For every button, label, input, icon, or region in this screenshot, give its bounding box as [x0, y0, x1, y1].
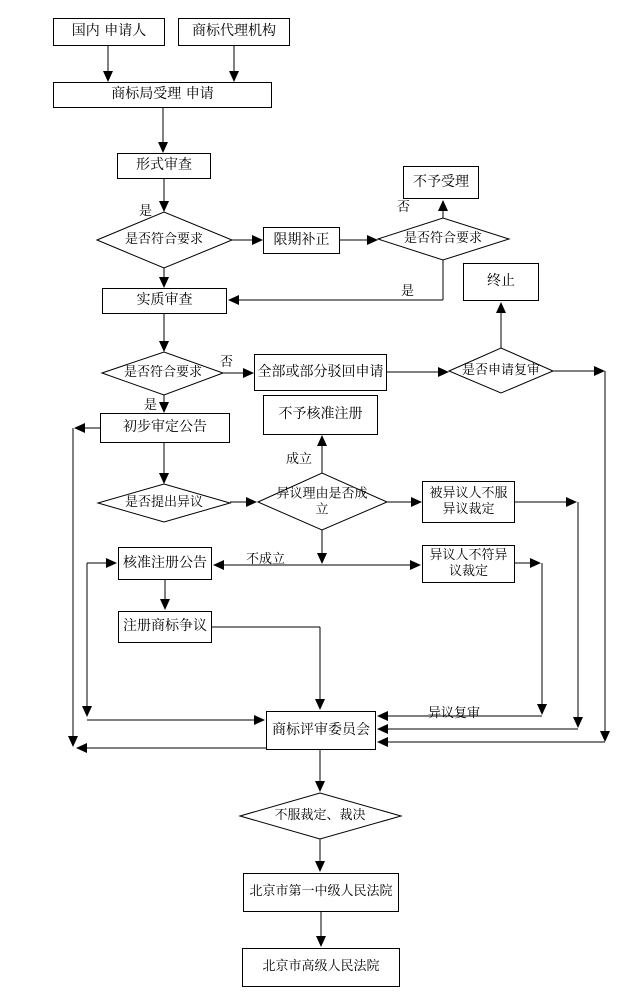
- node-objected-party-dissatisfied: 被异议人不服异议裁定: [422, 481, 515, 523]
- node-trademark-review-board: 商标评审委员会: [266, 711, 376, 750]
- diamond-label-dissatisfied-ruling: 不服裁定、裁决: [274, 808, 366, 824]
- edge-label-yes-2: 是: [401, 284, 415, 299]
- node-preliminary-announcement: 初步审定公告: [100, 413, 230, 443]
- node-not-accepted: 不予受理: [403, 166, 479, 199]
- diamond-label-meets-requirements-1: 是否符合要求: [124, 232, 204, 248]
- node-registered-trademark-dispute: 注册商标争议: [118, 611, 212, 643]
- node-trademark-agency: 商标代理机构: [178, 18, 290, 46]
- node-objector-dissatisfied: 异议人不符异议裁定: [422, 545, 515, 583]
- edge-label-no-3: 否: [220, 355, 234, 370]
- edge-label-not-established: 不成立: [246, 552, 286, 567]
- diamond-label-apply-for-review: 是否申请复审: [461, 363, 541, 379]
- diamond-label-meets-requirements-3: 是否符合要求: [123, 365, 203, 381]
- edge-label-established: 成立: [286, 452, 313, 467]
- node-registration-announcement: 核准注册公告: [118, 547, 212, 580]
- node-office-accepts-application: 商标局受理 申请: [53, 82, 272, 108]
- diamond-label-meets-requirements-2: 是否符合要求: [403, 231, 483, 247]
- edge-label-yes-3: 是: [144, 398, 158, 413]
- node-formal-examination: 形式审查: [117, 153, 211, 179]
- edge-label-objection-review: 异议复审: [428, 706, 481, 721]
- edge-label-yes-1: 是: [139, 204, 153, 219]
- node-registration-not-approved: 不予核准注册: [263, 395, 378, 435]
- node-terminate: 终止: [463, 263, 539, 301]
- node-reject-application: 全部或部分驳回申请: [254, 354, 387, 391]
- node-domestic-applicant: 国内 申请人: [53, 18, 165, 46]
- node-deadline-correction: 限期补正: [263, 227, 340, 254]
- edge-label-no-2: 否: [397, 200, 411, 215]
- node-substantive-examination: 实质审查: [102, 288, 227, 314]
- diamond-label-objection-grounds: 异议理由是否成立: [276, 486, 368, 517]
- node-higher-court: 北京市高级人民法院: [242, 948, 400, 987]
- node-intermediate-court: 北京市第一中级人民法院: [243, 873, 399, 912]
- diamond-label-objection-raised: 是否提出异议: [124, 495, 204, 511]
